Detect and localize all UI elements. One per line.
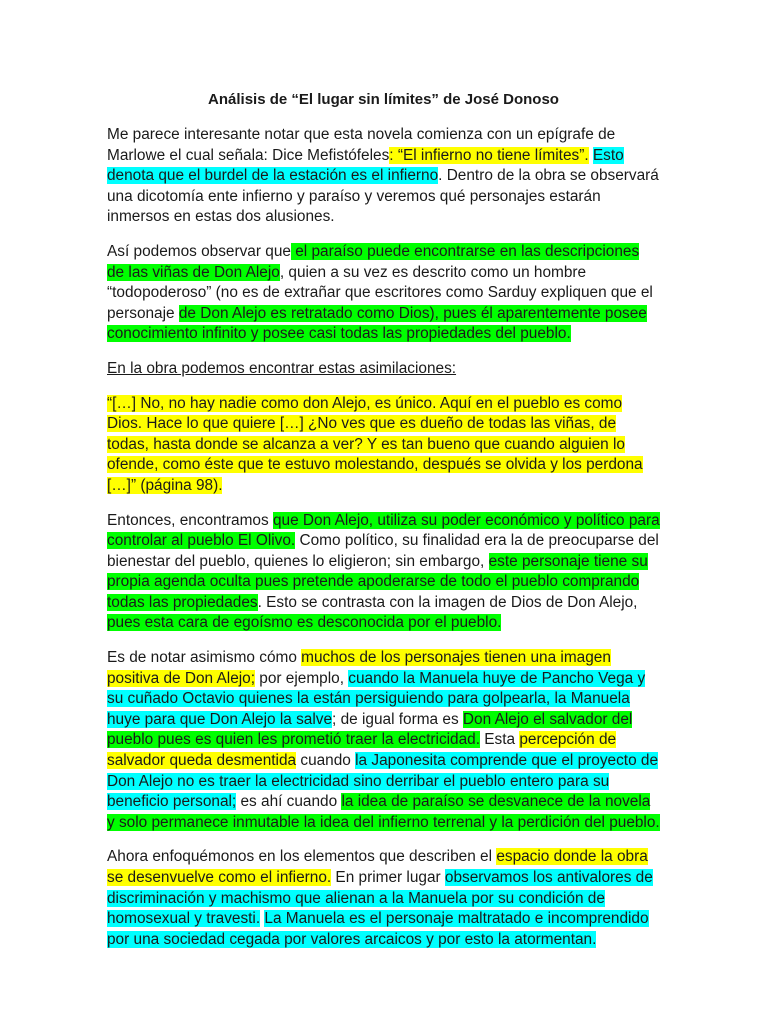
document-body bbox=[107, 125, 660, 950]
highlight-cyan: observamos los antivalores de discriminación y machismo que alienan a la Manuela por su condición de homosexual y travesti. bbox=[107, 869, 653, 928]
document-title: Análisis de “El lugar sin límites” de José Donoso bbox=[208, 91, 559, 108]
highlight-yellow: “[…] No, no hay nadie como don Alejo, es único. Aquí en el pueblo es como Dios. Hace lo que quiere […] ¿No ves que es dueño de todas las viñas, de todas, hasta donde se alcanza a ver? Y es tan bueno que cuando alguien lo ofende, como éste que te estuvo molestando, después se olvida y los perdona […]” (página 98). bbox=[107, 394, 643, 494]
highlight-green: que Don Alejo, utiliza su poder económico y político para controlar al pueblo El Olivo. bbox=[107, 511, 660, 550]
text-run: Entonces, encontramos bbox=[107, 511, 273, 529]
text-run: es ahí cuando bbox=[236, 793, 342, 811]
highlight-green: la idea de paraíso se desvanece de la novela y solo permanece inmutable la idea del infierno terrenal y la perdición del pueblo. bbox=[107, 793, 660, 831]
text-run: por ejemplo, bbox=[255, 669, 349, 687]
highlight-green: el paraíso puede encontrarse en las descripciones de las viñas de Don Alejo bbox=[107, 242, 640, 281]
highlight-green: este personaje tiene su propia agenda oculta pues pretende apoderarse de todo el pueblo comprando todas las propiedades bbox=[107, 552, 648, 611]
highlight-yellow: : “El infierno no tiene límites”. bbox=[389, 146, 589, 164]
highlight-cyan: Esto denota que el burdel de la estación es el infierno bbox=[107, 146, 624, 185]
text-run: En la obra podemos encontrar estas asimilaciones: bbox=[107, 359, 457, 377]
highlight-cyan: cuando la Manuela huye de Pancho Vega y su cuñado Octavio quienes la están persiguiendo para golpearla, la Manuela huye para que Don Alejo la salve bbox=[107, 669, 646, 728]
highlight-green: de Don Alejo es retratado como Dios), pues él aparentemente posee conocimiento infinito y posee casi todas las propiedades del pueblo. bbox=[107, 304, 647, 343]
text-run: En primer lugar bbox=[331, 869, 445, 886]
text-run: Esta bbox=[480, 731, 520, 749]
section-heading bbox=[107, 359, 660, 380]
paragraph bbox=[107, 394, 660, 497]
paragraph bbox=[107, 648, 660, 833]
highlight-yellow: percepción de salvador queda desmentida bbox=[107, 731, 617, 770]
highlight-green: Don Alejo el salvador del pueblo pues es quien les prometió traer la electricidad. bbox=[107, 710, 633, 749]
highlight-cyan: la Japonesita comprende que el proyecto de Don Alejo no es traer la electricidad sino derribar el pueblo entero para su beneficio personal; bbox=[107, 752, 659, 811]
text-run: . Esto se contrasta con la imagen de Dios de Don Alejo, bbox=[257, 593, 638, 611]
text-run: cuando bbox=[296, 752, 356, 770]
highlight-cyan: La Manuela es el personaje maltratado e incomprendido por una sociedad cegada por valores arcaicos y por esto la atormentan. bbox=[107, 910, 649, 948]
paragraph bbox=[107, 125, 660, 228]
highlight-green: pues esta cara de egoísmo es desconocida por el pueblo. bbox=[107, 614, 502, 632]
paragraph bbox=[107, 511, 660, 635]
text-run: Ahora enfoquémonos en los elementos que describen el bbox=[107, 848, 497, 866]
highlight-yellow: espacio donde la obra se desenvuelve como el infierno. bbox=[107, 848, 648, 886]
text-run: , quien a su vez es descrito como un hombre “todopoderoso” (no es de extrañar que escritores como Sarduy expliquen que el personaje bbox=[107, 263, 653, 322]
paragraph bbox=[107, 242, 660, 345]
text-run: Es de notar asimismo cómo bbox=[107, 649, 302, 667]
paragraph bbox=[107, 847, 660, 950]
text-run: Así podemos observar que bbox=[107, 242, 291, 260]
text-run: ; de igual forma es bbox=[332, 710, 463, 728]
text-run: Como político, su finalidad era la de preocuparse del bienestar del pueblo, quienes lo eligieron; sin embargo, bbox=[107, 532, 659, 570]
text-run: . Dentro de la obra se observará una dicotomía ente infierno y paraíso y veremos qué personajes estarán inmersos en estas dos alusiones. bbox=[107, 167, 659, 226]
highlight-yellow: muchos de los personajes tienen una imagen positiva de Don Alejo; bbox=[107, 649, 611, 687]
text-run: Me parece interesante notar que esta novela comienza con un epígrafe de Marlowe el cual señala: Dice Mefistófeles bbox=[107, 126, 616, 164]
